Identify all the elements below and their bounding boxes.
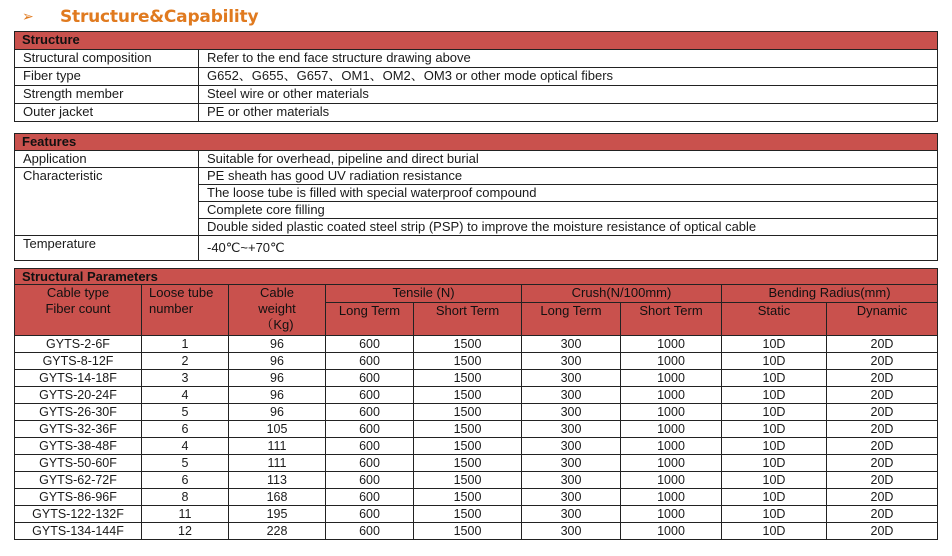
bending-static-cell: 10D: [722, 455, 827, 472]
bending-static-cell: 10D: [722, 421, 827, 438]
tensile-short-term-cell: 1500: [414, 404, 522, 421]
tensile-short-term-cell: 1500: [414, 387, 522, 404]
crush-header: Crush(N/100mm): [522, 285, 722, 303]
crush-long-term-cell: 300: [522, 387, 621, 404]
table-row: [15, 353, 938, 370]
table-row: [15, 489, 938, 506]
tensile-long-term-cell: 600: [326, 387, 414, 404]
bending-dynamic-cell: 20D: [827, 404, 938, 421]
crush-long-term-cell: 300: [522, 421, 621, 438]
cable-type-cell: GYTS-122-132F: [15, 506, 142, 523]
bending-static-cell: 10D: [722, 370, 827, 387]
tensile-long-term-cell: 600: [326, 370, 414, 387]
bending-dynamic-cell: 20D: [827, 455, 938, 472]
cable-type-cell: GYTS-8-12F: [15, 353, 142, 370]
table-row: [15, 370, 938, 387]
cable-weight-cell: 113: [229, 472, 326, 489]
tensile-long-term-cell: 600: [326, 489, 414, 506]
structure-value: G652、G655、G657、OM1、OM2、OM3 or other mode optical fibers: [199, 68, 938, 86]
crush-short-term-cell: 1000: [621, 472, 722, 489]
characteristic-label: Characteristic: [15, 168, 199, 236]
bending-static-cell: 10D: [722, 336, 827, 353]
tensile-short-term-header: Short Term: [414, 303, 522, 336]
bending-dynamic-cell: 20D: [827, 387, 938, 404]
tensile-long-term-cell: 600: [326, 472, 414, 489]
bending-static-cell: 10D: [722, 489, 827, 506]
crush-long-term-cell: 300: [522, 455, 621, 472]
bending-dynamic-cell: 20D: [827, 336, 938, 353]
bending-dynamic-cell: 20D: [827, 421, 938, 438]
cable-type-cell: GYTS-32-36F: [15, 421, 142, 438]
cable-type-cell: GYTS-2-6F: [15, 336, 142, 353]
tensile-long-term-cell: 600: [326, 523, 414, 540]
cable-type-cell: GYTS-50-60F: [15, 455, 142, 472]
table-row: [15, 472, 938, 489]
loose-tube-cell: 4: [142, 438, 229, 455]
loose-tube-cell: 2: [142, 353, 229, 370]
loose-tube-cell: 1: [142, 336, 229, 353]
structure-label: Strength member: [15, 86, 199, 104]
crush-long-term-cell: 300: [522, 472, 621, 489]
crush-short-term-cell: 1000: [621, 387, 722, 404]
bending-dynamic-cell: 20D: [827, 438, 938, 455]
tensile-short-term-cell: 1500: [414, 336, 522, 353]
table-row: [15, 421, 938, 438]
loose-tube-cell: 5: [142, 455, 229, 472]
bending-static-cell: 10D: [722, 404, 827, 421]
loose-tube-cell: 8: [142, 489, 229, 506]
cable-weight-header: Cable weight（Kg): [229, 285, 326, 336]
table-row: [15, 506, 938, 523]
features-row: [15, 168, 938, 185]
tensile-short-term-cell: 1500: [414, 472, 522, 489]
loose-tube-cell: 5: [142, 404, 229, 421]
cable-type-cell: GYTS-86-96F: [15, 489, 142, 506]
cable-weight-cell: 111: [229, 438, 326, 455]
parameters-table: [14, 268, 938, 540]
bending-static-header: Static: [722, 303, 827, 336]
loose-tube-cell: 4: [142, 387, 229, 404]
fiber-count-label: Fiber count: [45, 301, 111, 316]
bending-static-cell: 10D: [722, 523, 827, 540]
bending-static-cell: 10D: [722, 387, 827, 404]
cable-weight-cell: 96: [229, 353, 326, 370]
tensile-long-term-cell: 600: [326, 336, 414, 353]
table-row: [15, 523, 938, 540]
tensile-short-term-cell: 1500: [414, 506, 522, 523]
bending-dynamic-cell: 20D: [827, 353, 938, 370]
tensile-short-term-cell: 1500: [414, 353, 522, 370]
crush-short-term-cell: 1000: [621, 404, 722, 421]
structure-row: [15, 50, 938, 68]
cable-type-label: Cable type: [46, 285, 110, 300]
characteristic-item: PE sheath has good UV radiation resistance: [199, 168, 938, 185]
structure-row: [15, 104, 938, 122]
cable-type-cell: GYTS-14-18F: [15, 370, 142, 387]
crush-short-term-cell: 1000: [621, 506, 722, 523]
bending-radius-header: Bending Radius(mm): [722, 285, 938, 303]
characteristic-item: Double sided plastic coated steel strip (PSP) to improve the moisture resistance of optical cable: [199, 219, 938, 236]
loose-tube-header: Loose tube number: [142, 285, 229, 336]
table-row: [15, 404, 938, 421]
structure-label: Outer jacket: [15, 104, 199, 122]
loose-tube-cell: 11: [142, 506, 229, 523]
crush-short-term-header: Short Term: [621, 303, 722, 336]
crush-short-term-cell: 1000: [621, 523, 722, 540]
crush-short-term-cell: 1000: [621, 353, 722, 370]
structure-value: Steel wire or other materials: [199, 86, 938, 104]
tensile-long-term-cell: 600: [326, 353, 414, 370]
features-title: Features: [15, 134, 938, 151]
loose-tube-cell: 6: [142, 421, 229, 438]
tensile-long-term-header: Long Term: [326, 303, 414, 336]
temperature-value: -40℃~+70℃: [199, 236, 938, 261]
bending-dynamic-cell: 20D: [827, 523, 938, 540]
crush-long-term-cell: 300: [522, 370, 621, 387]
structure-value: Refer to the end face structure drawing above: [199, 50, 938, 68]
parameters-title: Structural Parameters: [15, 269, 938, 285]
crush-long-term-cell: 300: [522, 506, 621, 523]
crush-short-term-cell: 1000: [621, 336, 722, 353]
structure-title: Structure: [15, 32, 938, 50]
structure-label: Structural composition: [15, 50, 199, 68]
bending-dynamic-cell: 20D: [827, 370, 938, 387]
temperature-label: Temperature: [15, 236, 199, 261]
crush-long-term-cell: 300: [522, 353, 621, 370]
cable-weight-cell: 111: [229, 455, 326, 472]
bending-dynamic-cell: 20D: [827, 472, 938, 489]
features-row: [15, 151, 938, 168]
structure-table: [14, 31, 938, 122]
tensile-short-term-cell: 1500: [414, 489, 522, 506]
cable-weight-cell: 228: [229, 523, 326, 540]
table-row: [15, 455, 938, 472]
crush-short-term-cell: 1000: [621, 438, 722, 455]
cable-weight-cell: 96: [229, 404, 326, 421]
arrow-bullet-icon: ➢: [22, 9, 34, 25]
parameters-body: [15, 336, 938, 540]
structure-row: [15, 68, 938, 86]
crush-long-term-header: Long Term: [522, 303, 621, 336]
loose-tube-cell: 12: [142, 523, 229, 540]
crush-long-term-cell: 300: [522, 489, 621, 506]
parameters-header-row: [15, 269, 938, 285]
tensile-long-term-cell: 600: [326, 404, 414, 421]
tensile-short-term-cell: 1500: [414, 370, 522, 387]
cable-weight-cell: 96: [229, 387, 326, 404]
application-label: Application: [15, 151, 199, 168]
table-row: [15, 336, 938, 353]
crush-long-term-cell: 300: [522, 336, 621, 353]
tensile-short-term-cell: 1500: [414, 438, 522, 455]
crush-short-term-cell: 1000: [621, 489, 722, 506]
crush-long-term-cell: 300: [522, 523, 621, 540]
table-row: [15, 387, 938, 404]
features-header-row: [15, 134, 938, 151]
tensile-long-term-cell: 600: [326, 506, 414, 523]
crush-short-term-cell: 1000: [621, 455, 722, 472]
structure-value: PE or other materials: [199, 104, 938, 122]
crush-short-term-cell: 1000: [621, 421, 722, 438]
structure-header-row: [15, 32, 938, 50]
cable-weight-cell: 96: [229, 336, 326, 353]
section-heading: [22, 5, 258, 29]
loose-tube-cell: 6: [142, 472, 229, 489]
cable-type-cell: GYTS-26-30F: [15, 404, 142, 421]
bending-static-cell: 10D: [722, 438, 827, 455]
tensile-short-term-cell: 1500: [414, 421, 522, 438]
crush-long-term-cell: 300: [522, 438, 621, 455]
cable-type-cell: GYTS-20-24F: [15, 387, 142, 404]
features-table: [14, 133, 938, 261]
cable-type-cell: GYTS-134-144F: [15, 523, 142, 540]
cable-weight-cell: 96: [229, 370, 326, 387]
cable-weight-cell: 195: [229, 506, 326, 523]
cable-weight-cell: 105: [229, 421, 326, 438]
tensile-short-term-cell: 1500: [414, 523, 522, 540]
tensile-long-term-cell: 600: [326, 455, 414, 472]
structure-row: [15, 86, 938, 104]
bending-static-cell: 10D: [722, 353, 827, 370]
crush-long-term-cell: 300: [522, 404, 621, 421]
table-row: [15, 438, 938, 455]
bending-dynamic-header: Dynamic: [827, 303, 938, 336]
cable-weight-cell: 168: [229, 489, 326, 506]
characteristic-item: The loose tube is filled with special waterproof compound: [199, 185, 938, 202]
features-row: [15, 236, 938, 261]
tensile-short-term-cell: 1500: [414, 455, 522, 472]
loose-tube-cell: 3: [142, 370, 229, 387]
tensile-header: Tensile (N): [326, 285, 522, 303]
crush-short-term-cell: 1000: [621, 370, 722, 387]
bending-static-cell: 10D: [722, 506, 827, 523]
bending-dynamic-cell: 20D: [827, 506, 938, 523]
application-value: Suitable for overhead, pipeline and direct burial: [199, 151, 938, 168]
structure-label: Fiber type: [15, 68, 199, 86]
cable-type-cell: GYTS-62-72F: [15, 472, 142, 489]
cable-type-cell: GYTS-38-48F: [15, 438, 142, 455]
cable-type-header: [15, 285, 142, 336]
characteristic-item: Complete core filling: [199, 202, 938, 219]
bending-dynamic-cell: 20D: [827, 489, 938, 506]
tensile-long-term-cell: 600: [326, 438, 414, 455]
parameters-column-header-row: [15, 285, 938, 303]
bending-static-cell: 10D: [722, 472, 827, 489]
page-title: Structure&Capability: [60, 7, 259, 27]
tensile-long-term-cell: 600: [326, 421, 414, 438]
